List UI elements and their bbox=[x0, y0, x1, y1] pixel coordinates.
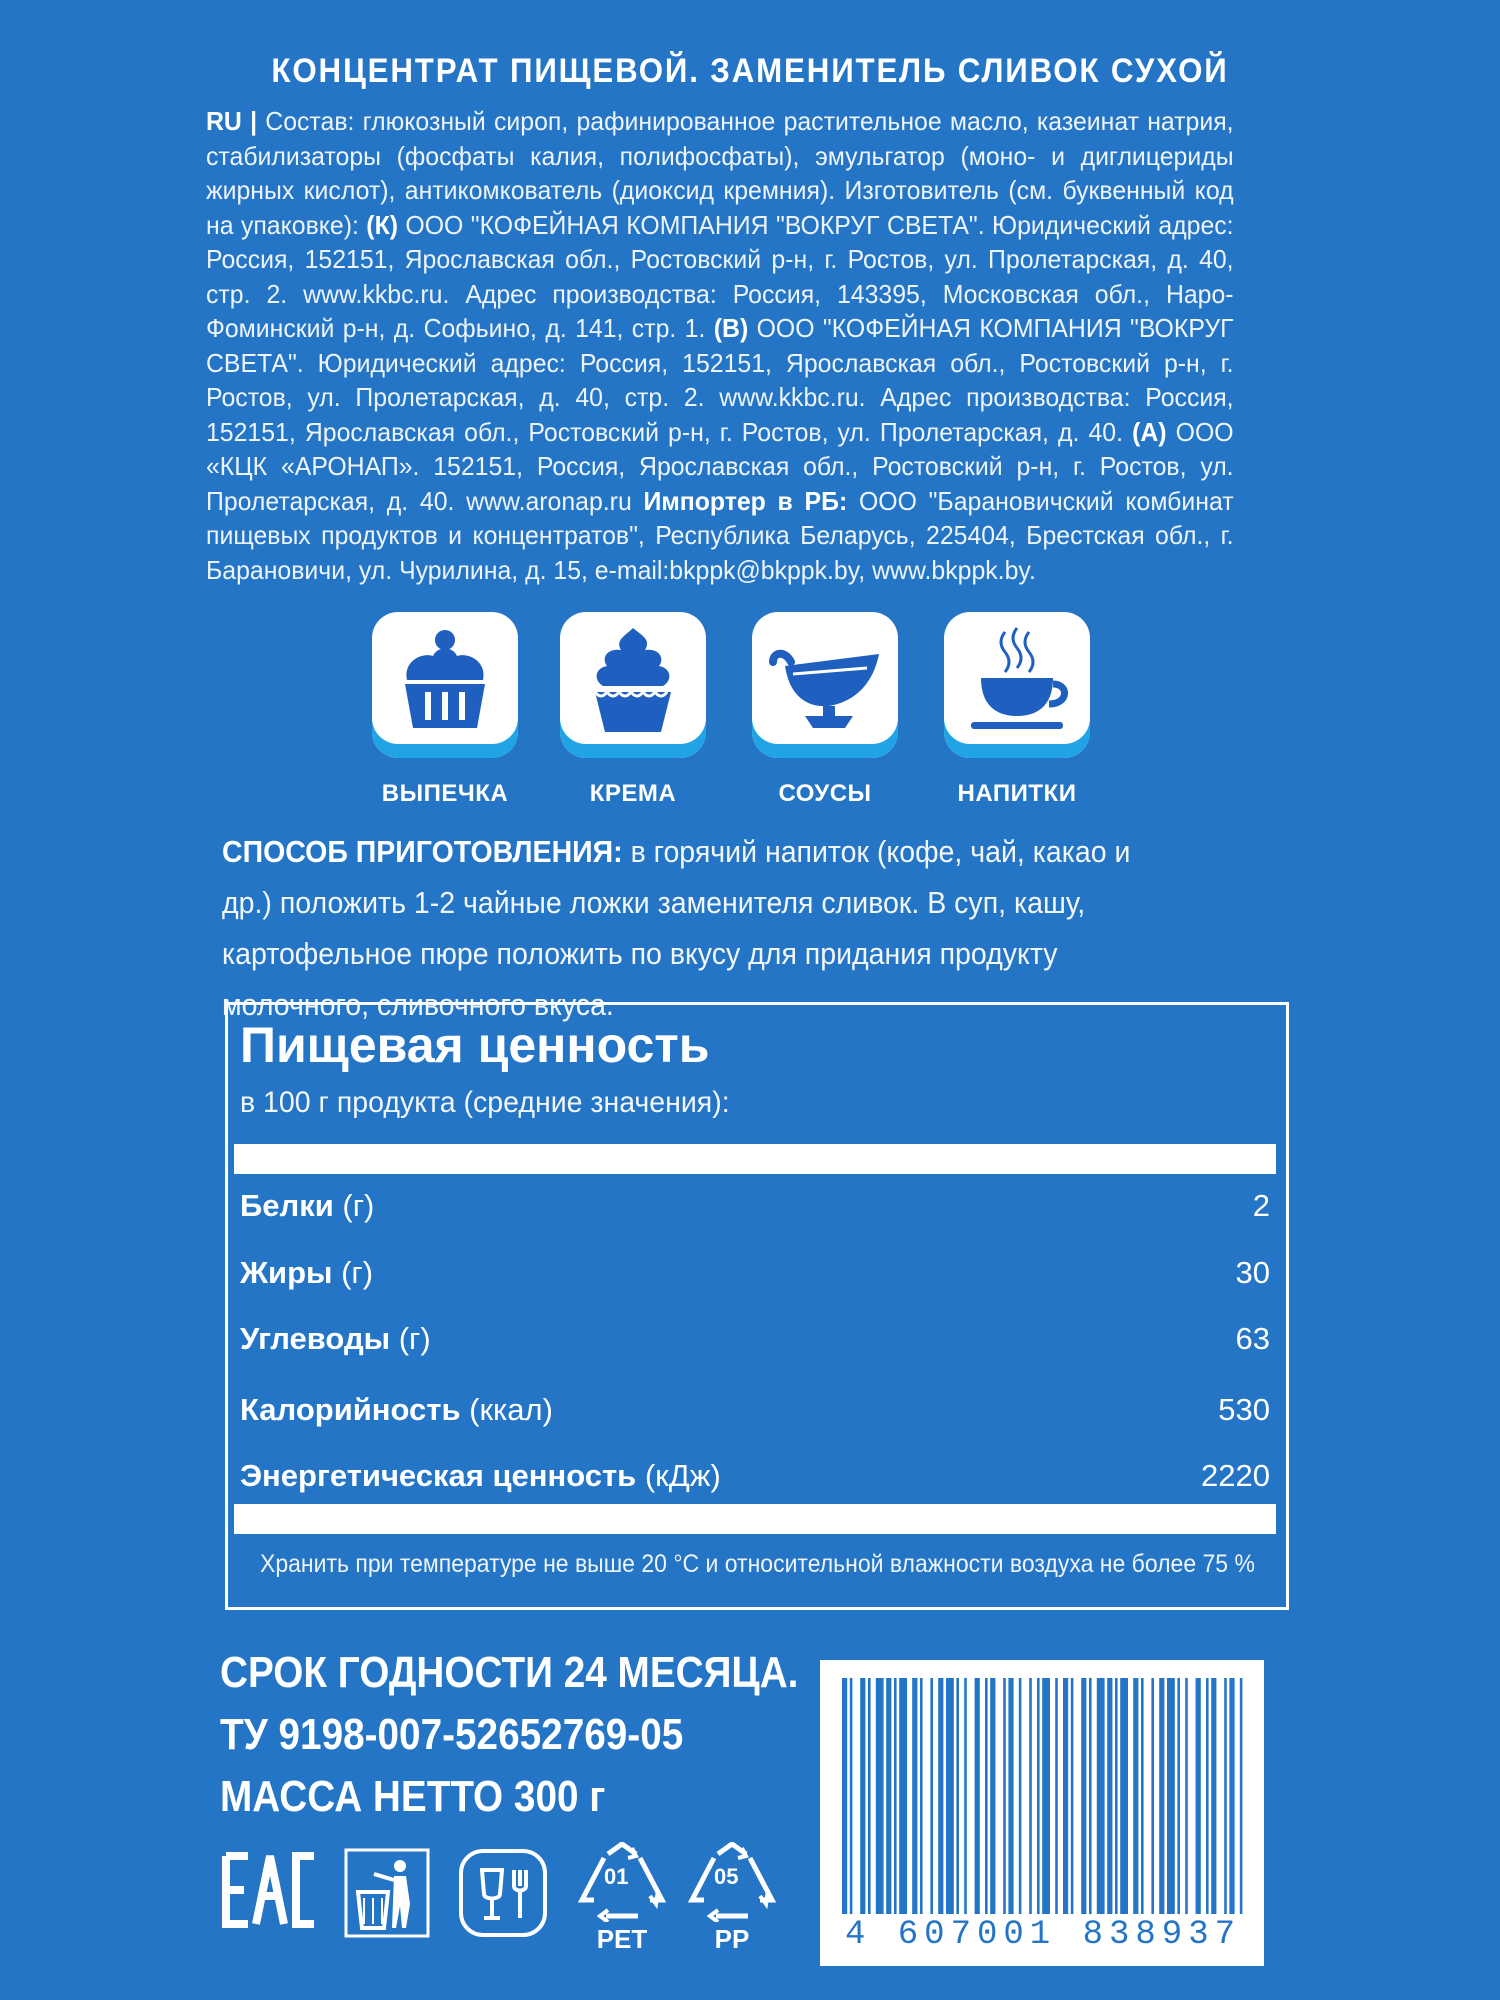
producer-code-a: (А) bbox=[1132, 416, 1167, 447]
composition-part-2: ООО "КОФЕЙНАЯ КОМПАНИЯ "ВОКРУГ СВЕТА". Юридический адрес: Россия, 152151, Ярославская обл., Ростовский р-н, г. Ростов, ул. Пролетарская, д. 40, стр. 2. www.kkbc.ru. Адрес производства: Россия, 143395, Московская обл., Наро-Фоминский р-н, д. Софьино, д. 141, стр. 1. bbox=[206, 209, 1234, 343]
barcode-bar bbox=[1167, 1678, 1175, 1914]
barcode-bar bbox=[1071, 1678, 1074, 1914]
recycle-code-01: 01 bbox=[604, 1864, 629, 1889]
composition-part-4: ООО «КЦК «АРОНАП». 152151, Россия, Ярославская обл., Ростовский р-н, г. Ростов, ул. Пролетарская, д. 40. www.aronap.ru bbox=[206, 416, 1234, 516]
nutrient-unit: (кДж) bbox=[636, 1458, 721, 1493]
nutrition-row bbox=[240, 1309, 1270, 1369]
nutrient-value: 530 bbox=[1218, 1392, 1270, 1427]
use-label-drinks: НАПИТКИ bbox=[957, 780, 1077, 807]
recycle-label-pet: PET bbox=[596, 1924, 648, 1954]
barcode-bar bbox=[886, 1678, 891, 1914]
barcode-bar bbox=[1019, 1678, 1022, 1914]
use-tile-baking bbox=[372, 612, 518, 758]
barcode-bar bbox=[1081, 1678, 1086, 1914]
language-code: RU | bbox=[206, 106, 258, 136]
cream-icon bbox=[573, 622, 693, 742]
barcode bbox=[820, 1660, 1264, 1966]
barcode-bar bbox=[975, 1678, 980, 1914]
use-tile-drinks bbox=[944, 612, 1090, 758]
nutrient-value: 2220 bbox=[1201, 1458, 1270, 1493]
use-label-baking: ВЫПЕЧКА bbox=[381, 780, 509, 807]
shelf-life: СРОК ГОДНОСТИ 24 МЕСЯЦА. bbox=[220, 1648, 799, 1697]
barcode-bar bbox=[1196, 1678, 1201, 1914]
use-label-sauces: СОУСЫ bbox=[778, 780, 872, 807]
nutrient-unit: (г) bbox=[333, 1188, 375, 1223]
nutrition-row bbox=[240, 1446, 1270, 1506]
nutrition-divider-top bbox=[234, 1144, 1276, 1174]
preparation-text bbox=[222, 826, 1188, 1030]
barcode-bar bbox=[842, 1678, 847, 1914]
product-title: КОНЦЕНТРАТ ПИЩЕВОЙ. ЗАМЕНИТЕЛЬ СЛИВОК СУХОЙ bbox=[271, 52, 1229, 90]
storage-conditions: Хранить при температуре не выше 20 °С и относительной влажности воздуха не более 75 % bbox=[260, 1550, 1255, 1578]
producer-code-v: (В) bbox=[713, 313, 749, 343]
importer-label: Импортер в РБ: bbox=[643, 485, 848, 516]
barcode-bar bbox=[894, 1678, 897, 1914]
barcode-bar bbox=[964, 1678, 967, 1914]
nutrition-row bbox=[240, 1176, 1270, 1236]
nutrient-name: Жиры bbox=[240, 1255, 333, 1290]
barcode-bar bbox=[1042, 1678, 1050, 1914]
barcode-bar bbox=[1211, 1678, 1216, 1914]
composition-part-3: ООО "КОФЕЙНАЯ КОМПАНИЯ "ВОКРУГ СВЕТА". Юридический адрес: Россия, 152151, Ярославская обл., Ростовский р-н, г. Ростов, ул. Пролетарская, д. 40, стр. 2. www.kkbc.ru. Адрес производства: Россия, 152151, Ярославская обл., Ростовский р-н, г. Ростов, ул. Пролетарская, д. 40. bbox=[206, 313, 1234, 447]
gravy-boat-icon bbox=[765, 622, 885, 742]
barcode-bar bbox=[1097, 1678, 1105, 1914]
barcode-bar bbox=[1206, 1678, 1209, 1914]
barcode-bar bbox=[1089, 1678, 1092, 1914]
coffee-cup-icon bbox=[957, 622, 1077, 742]
recycle-code-05: 05 bbox=[714, 1864, 739, 1889]
barcode-bar bbox=[946, 1678, 954, 1914]
composition-part-1: Состав: глюкозный сироп, рафинированное растительное масло, казеинат натрия, стабилизаторы (фосфаты калия, полифосфаты), эмульгатор (моно- и диглицериды жирных кислот), антикомкователь (диоксид кремния). Изготовитель (см. буквенный код на упаковке): bbox=[206, 106, 1234, 240]
barcode-bar bbox=[990, 1678, 995, 1914]
nutrient-value: 2 bbox=[1252, 1188, 1270, 1223]
nutrition-divider-bottom bbox=[234, 1504, 1276, 1534]
barcode-bar bbox=[930, 1678, 933, 1914]
barcode-bar bbox=[912, 1678, 917, 1914]
barcode-bar bbox=[1141, 1678, 1144, 1914]
barcode-bar bbox=[1037, 1678, 1040, 1914]
nutrient-name: Белки bbox=[240, 1188, 334, 1223]
nutrition-row bbox=[240, 1380, 1270, 1440]
barcode-bar bbox=[1151, 1678, 1154, 1914]
barcode-bar bbox=[1115, 1678, 1118, 1914]
barcode-bar bbox=[1224, 1678, 1227, 1914]
use-tile-sauces bbox=[752, 612, 898, 758]
nutrient-unit: (г) bbox=[390, 1321, 431, 1356]
cupcake-icon bbox=[385, 622, 505, 742]
nutrient-name: Калорийность bbox=[240, 1392, 461, 1427]
net-weight: МАССА НЕТТО 300 г bbox=[220, 1772, 606, 1821]
preparation-body: в горячий напиток (кофе, чай, какао и др.) положить 1-2 чайные ложки заменителя сливок. В суп, кашу, картофельное пюре положить по вкусу для придания продукту молочного, сливочного вкуса. bbox=[222, 834, 1131, 1022]
eac-mark bbox=[222, 1852, 318, 1928]
barcode-bar bbox=[850, 1678, 853, 1914]
recycle-pet-mark bbox=[578, 1842, 666, 1927]
nutrition-row bbox=[240, 1243, 1270, 1303]
barcode-number: 4 607001 838937 bbox=[844, 1916, 1242, 1954]
recycle-label-pp: PP bbox=[714, 1924, 750, 1954]
producer-code-k: (К) bbox=[366, 209, 398, 240]
barcode-bar bbox=[860, 1678, 865, 1914]
nutrient-name: Энергетическая ценность bbox=[240, 1458, 637, 1493]
barcode-bar bbox=[1240, 1678, 1243, 1914]
use-label-creams: КРЕМА bbox=[589, 780, 677, 807]
barcode-bar bbox=[1133, 1678, 1138, 1914]
barcode-bar bbox=[938, 1678, 943, 1914]
barcode-bar bbox=[1177, 1678, 1180, 1914]
barcode-bar bbox=[1159, 1678, 1164, 1914]
glass-fork-icon bbox=[458, 1848, 548, 1938]
trash-bin-icon bbox=[344, 1848, 430, 1938]
recycle-pp-mark bbox=[688, 1842, 776, 1927]
barcode-bar bbox=[985, 1678, 988, 1914]
barcode-bar bbox=[1229, 1678, 1234, 1914]
eac-icon bbox=[222, 1852, 318, 1928]
preparation-label: СПОСОБ ПРИГОТОВЛЕНИЯ: bbox=[222, 834, 623, 869]
food-safe-mark bbox=[458, 1848, 548, 1943]
barcode-bar bbox=[1120, 1678, 1128, 1914]
barcode-bar bbox=[1008, 1678, 1013, 1914]
nutrient-unit: (ккал) bbox=[460, 1392, 553, 1427]
barcode-bar bbox=[1003, 1678, 1006, 1914]
nutrition-title: Пищевая ценность bbox=[240, 1017, 710, 1073]
barcode-bar bbox=[1029, 1678, 1032, 1914]
composition-part-5: ООО "Барановичский комбинат пищевых продуктов и концентратов", Республика Беларусь, 225404, Брестская обл., г. Барановичи, ул. Чурилина, д. 15, e-mail:bkppk@bkppk.by, www.bkppk.by. bbox=[206, 485, 1234, 585]
barcode-bar bbox=[1185, 1678, 1188, 1914]
barcode-bar bbox=[1055, 1678, 1058, 1914]
barcode-bar bbox=[920, 1678, 923, 1914]
nutrition-subtitle: в 100 г продукта (средние значения): bbox=[240, 1086, 730, 1119]
tidy-man-mark bbox=[344, 1848, 430, 1943]
nutrient-value: 63 bbox=[1235, 1321, 1270, 1356]
barcode-bar bbox=[868, 1678, 871, 1914]
use-tile-creams bbox=[560, 612, 706, 758]
barcode-bar bbox=[876, 1678, 884, 1914]
nutrient-name: Углеводы bbox=[240, 1321, 391, 1356]
barcode-bar bbox=[899, 1678, 907, 1914]
barcode-bar bbox=[956, 1678, 959, 1914]
nutrient-unit: (г) bbox=[332, 1255, 374, 1290]
tu-code: ТУ 9198-007-52652769-05 bbox=[220, 1710, 684, 1759]
barcode-bar bbox=[1063, 1678, 1068, 1914]
barcode-bar bbox=[1107, 1678, 1112, 1914]
composition-text bbox=[206, 104, 1234, 587]
nutrient-value: 30 bbox=[1235, 1255, 1270, 1290]
